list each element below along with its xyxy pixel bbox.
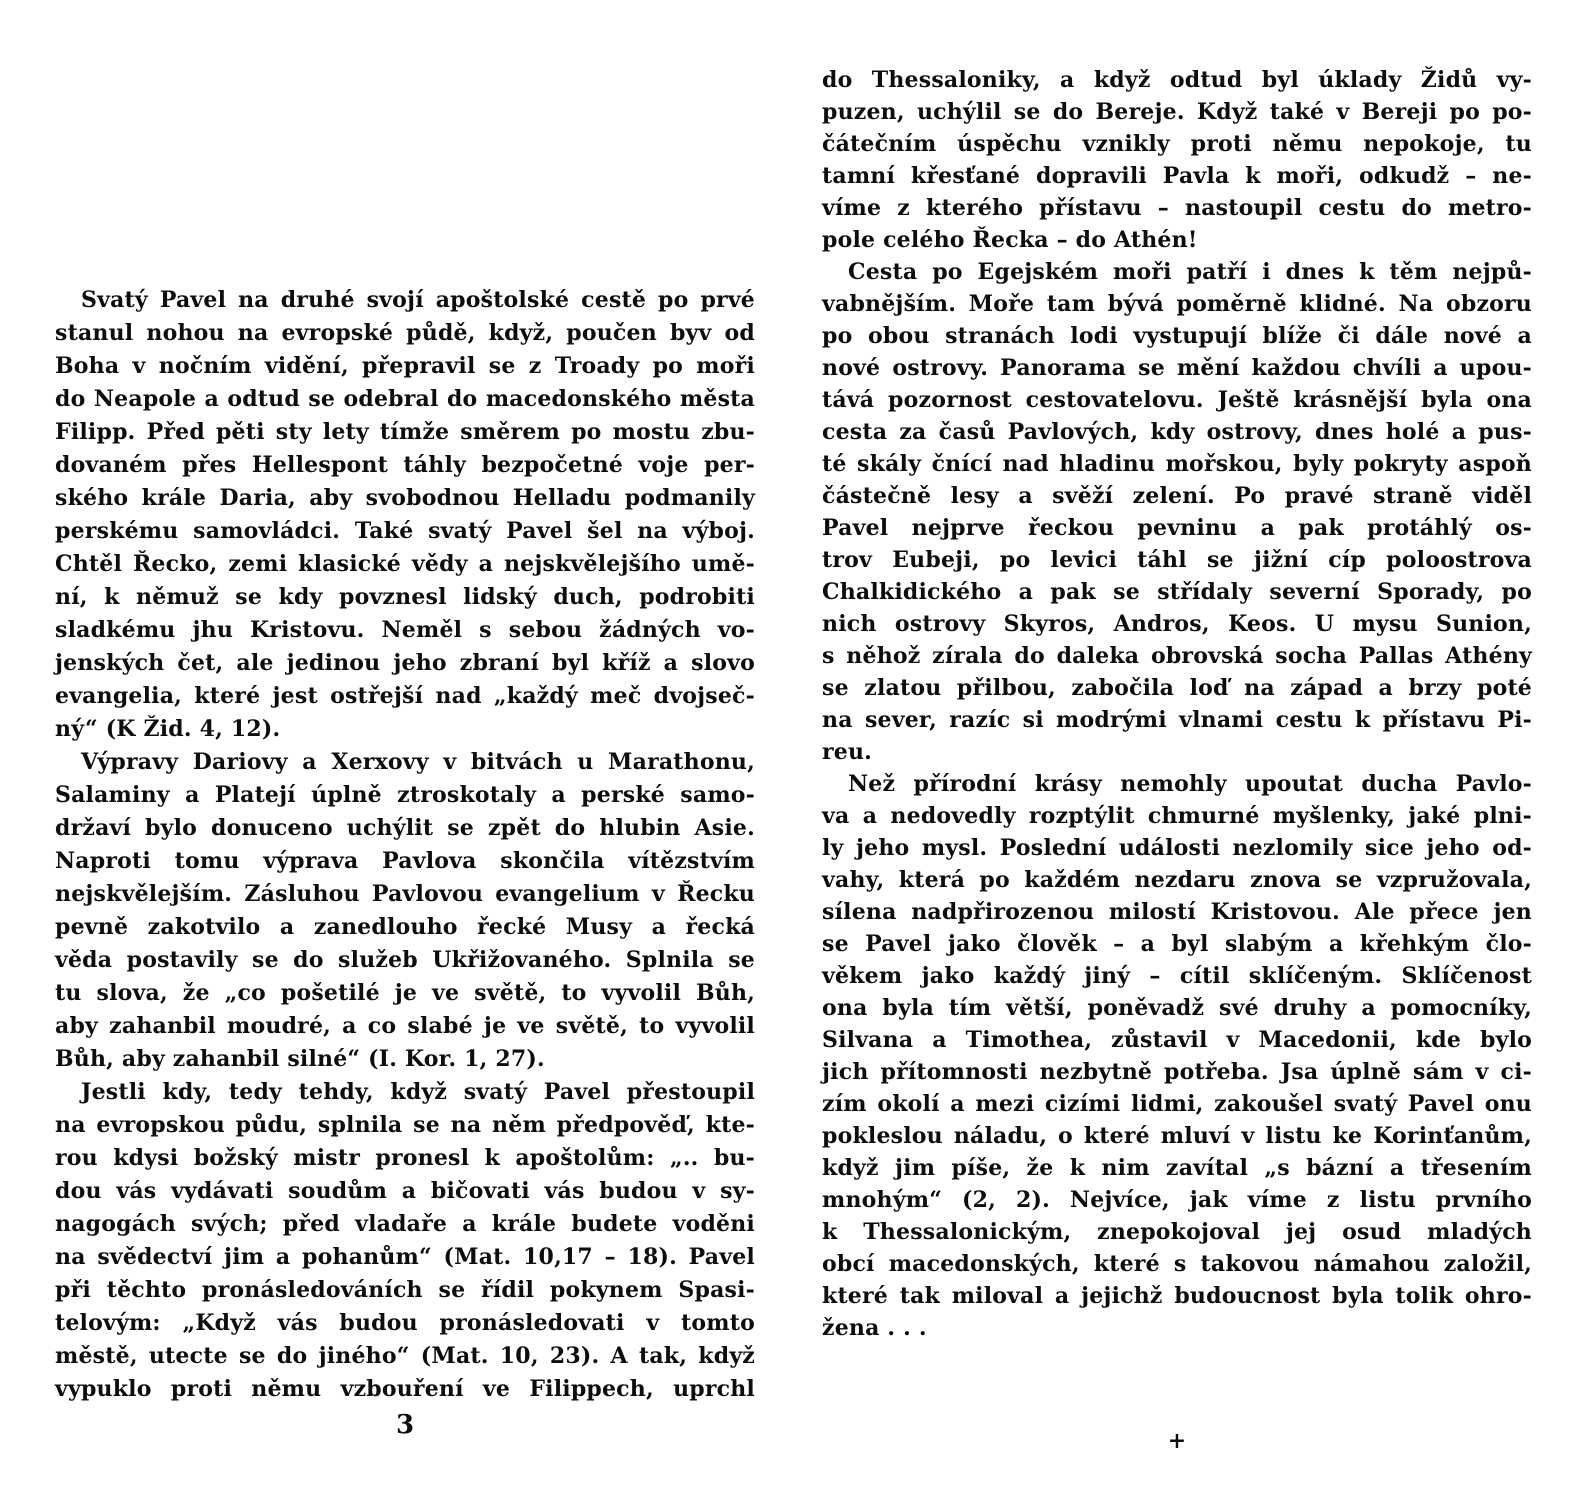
text-line: perskému samovládci. Také svatý Pavel šel na výboj. [55, 518, 755, 544]
text-line: Pavel nejprve řeckou pevninu a pak protáhlý os- [822, 515, 1532, 541]
text-line: věda postavily se do služeb Ukřižovaného. Splnila se [55, 947, 755, 973]
text-line: tává pozornost cestovatelovu. Ještě krásnější byla ona [822, 387, 1532, 413]
text-line: které tak miloval a jejichž budoucnost byla tolik ohro- [822, 1283, 1532, 1309]
text-line: do Thessaloniky, a když odtud byl úklady Židů vy- [822, 67, 1532, 93]
text-line: na evropskou půdu, splnila se na něm předpověď, kte- [55, 1112, 755, 1138]
text-line: Salaminy a Platejí úplně ztroskotaly a perské samo- [55, 782, 755, 808]
left-page-number: 3 [395, 1410, 415, 1440]
text-line: rou kdysi božský mistr pronesl k apoštolům: „.. bu- [55, 1145, 755, 1171]
left-page-text [55, 284, 755, 1406]
text-line: víme z kterého přístavu – nastoupil cestu do metro- [822, 195, 1532, 221]
paragraph [55, 746, 755, 1076]
text-line: stanul nohou na evropské půdě, když, poučen byv od [55, 320, 755, 346]
text-line: ského krále Daria, aby svobodnou Helladu podmanily [55, 485, 755, 511]
text-line: pokleslou náladu, o které mluví v listu ke Korinťanům, [822, 1123, 1532, 1149]
text-line: Bůh, aby zahanbil silné“ (I. Kor. 1, 27). [55, 1046, 545, 1072]
text-line: trov Eubeji, po levici táhl se jižní cíp poloostrova [822, 547, 1532, 573]
text-line: nejskvělejším. Zásluhou Pavlovou evangelium v Řecku [55, 881, 755, 907]
paragraph [55, 1076, 755, 1406]
text-line: cesta za časů Pavlových, kdy ostrovy, dnes holé a pus- [822, 419, 1532, 445]
text-line: Jestli kdy, tedy tehdy, když svatý Pavel přestoupil [81, 1079, 755, 1105]
text-line: zím okolí a mezi cizími lidmi, zakoušel svatý Pavel onu [822, 1091, 1532, 1117]
text-line: s něhož zírala do daleka obrovská socha Pallas Athény [822, 643, 1532, 669]
text-line: po obou stranách lodi vystupují blíže či dále nové a [822, 323, 1532, 349]
text-line: jich přítomnosti nezbytně potřeba. Jsa úplně sám v ci- [822, 1059, 1532, 1085]
text-line: obcí macedonských, které s takovou námahou založil, [822, 1251, 1532, 1277]
text-line: na svědectví jim a pohanům“ (Mat. 10,17 – 18). Pavel [55, 1244, 755, 1270]
text-line: Filipp. Před pěti sty lety tímže směrem po mostu zbu- [55, 419, 755, 445]
text-line: nové ostrovy. Panorama se mění každou chvíli a upou- [822, 355, 1532, 381]
text-line: Než přírodní krásy nemohly upoutat ducha Pavlo- [848, 771, 1532, 797]
paragraph [55, 284, 755, 746]
text-line: telovým: „Když vás budou pronásledovati v tomto [55, 1310, 755, 1336]
text-line: pole celého Řecka – do Athén! [822, 227, 1198, 253]
text-line: k Thessalonickým, znepokojoval jej osud mladých [822, 1219, 1532, 1245]
text-line: sílena nadpřirozenou milostí Kristovou. Ale přece jen [822, 899, 1532, 925]
text-line: vypuklo proti němu vzbouření ve Filippech, uprchl [55, 1376, 755, 1402]
right-page-text [822, 64, 1532, 1344]
text-line: částečně lesy a svěží zelení. Po pravé straně viděl [822, 483, 1532, 509]
text-line: evangelia, které jest ostřejší nad „každý meč dvojseč- [55, 683, 755, 709]
text-line: městě, utecte se do jiného“ (Mat. 10, 23). A tak, když [55, 1343, 755, 1369]
text-line: čátečním úspěchu vznikly proti němu nepokoje, tu [822, 131, 1532, 157]
text-line: když jim píše, že k nim zavítal „s bázní a třesením [822, 1155, 1532, 1181]
text-line: nich ostrovy Skyros, Andros, Keos. U mysu Sunion, [822, 611, 1532, 637]
paragraph [822, 256, 1532, 768]
text-line: mnohým“ (2, 2). Nejvíce, jak víme z listu prvního [822, 1187, 1532, 1213]
text-line: se Pavel jako člověk – a byl slabým a křehkým člo- [822, 931, 1532, 957]
text-line: té skály čnící nad hladinu mořskou, byly pokryty aspoň [822, 451, 1532, 477]
text-line: pevně zakotvilo a zanedlouho řecké Musy a řecká [55, 914, 755, 940]
text-line: dou vás vydávati soudům a bičovati vás budou v sy- [55, 1178, 755, 1204]
right-page-mark: + [1167, 1428, 1187, 1454]
text-line: tu slova, že „co pošetilé je ve světě, to vyvolil Bůh, [55, 980, 755, 1006]
text-line: žena . . . [822, 1315, 927, 1341]
text-line: aby zahanbil moudré, a co slabé je ve světě, to vyvolil [55, 1013, 755, 1039]
text-line: při těchto pronásledováních se řídil pokynem Spasi- [55, 1277, 755, 1303]
text-line: ný“ (K Žid. 4, 12). [55, 716, 281, 742]
text-line: dovaném přes Hellespont táhly bezpočetné voje per- [55, 452, 755, 478]
text-line: do Neapole a odtud se odebral do macedonského města [55, 386, 755, 412]
paragraph [822, 64, 1532, 256]
text-line: Cesta po Egejském moři patří i dnes k těm nejpů- [848, 259, 1532, 285]
text-line: puzen, uchýlil se do Bereje. Když také v Bereji po po- [822, 99, 1532, 125]
text-line: sladkému jhu Kristovu. Neměl s sebou žádných vo- [55, 617, 755, 643]
paragraph [822, 768, 1532, 1344]
text-line: Boha v nočním vidění, přepravil se z Troady po moři [55, 353, 755, 379]
text-line: vabnějším. Moře tam bývá poměrně klidné. Na obzoru [822, 291, 1532, 317]
text-line: ní, k němuž se kdy povznesl lidský duch, podrobiti [55, 584, 755, 610]
text-line: věkem jako každý jiný – cítil sklíčeným. Sklíčenost [822, 963, 1532, 989]
text-line: državí bylo donuceno uchýlit se zpět do hlubin Asie. [55, 815, 755, 841]
text-line: jenských čet, ale jedinou jeho zbraní byl kříž a slovo [55, 650, 755, 676]
text-line: se zlatou přilbou, zabočila loď na západ a brzy poté [822, 675, 1532, 701]
text-line: Svatý Pavel na druhé svojí apoštolské cestě po prvé [81, 287, 755, 313]
text-line: Chalkidického a pak se střídaly severní Sporady, po [822, 579, 1532, 605]
text-line: va a nedovedly rozptýlit chmurné myšlenky, jaké plni- [822, 803, 1532, 829]
text-line: reu. [822, 739, 873, 765]
text-line: nagogách svých; před vladaře a krále budete voděni [55, 1211, 755, 1237]
text-line: ly jeho mysl. Poslední události nezlomily sice jeho od- [822, 835, 1532, 861]
text-line: Chtěl Řecko, zemi klasické vědy a nejskvělejšího umě- [55, 551, 755, 577]
text-line: na sever, razíc si modrými vlnami cestu k přístavu Pi- [822, 707, 1532, 733]
text-line: vahy, která po každém nezdaru znova se vzpružovala, [822, 867, 1532, 893]
text-line: ona byla tím větší, poněvadž své druhy a pomocníky, [822, 995, 1532, 1021]
text-line: tamní křesťané dopravili Pavla k moři, odkudž – ne- [822, 163, 1532, 189]
text-line: Naproti tomu výprava Pavlova skončila vítězstvím [55, 848, 755, 874]
text-line: Výpravy Dariovy a Xerxovy v bitvách u Marathonu, [81, 749, 755, 775]
text-line: Silvana a Timothea, zůstavil v Macedonii, kde bylo [822, 1027, 1532, 1053]
